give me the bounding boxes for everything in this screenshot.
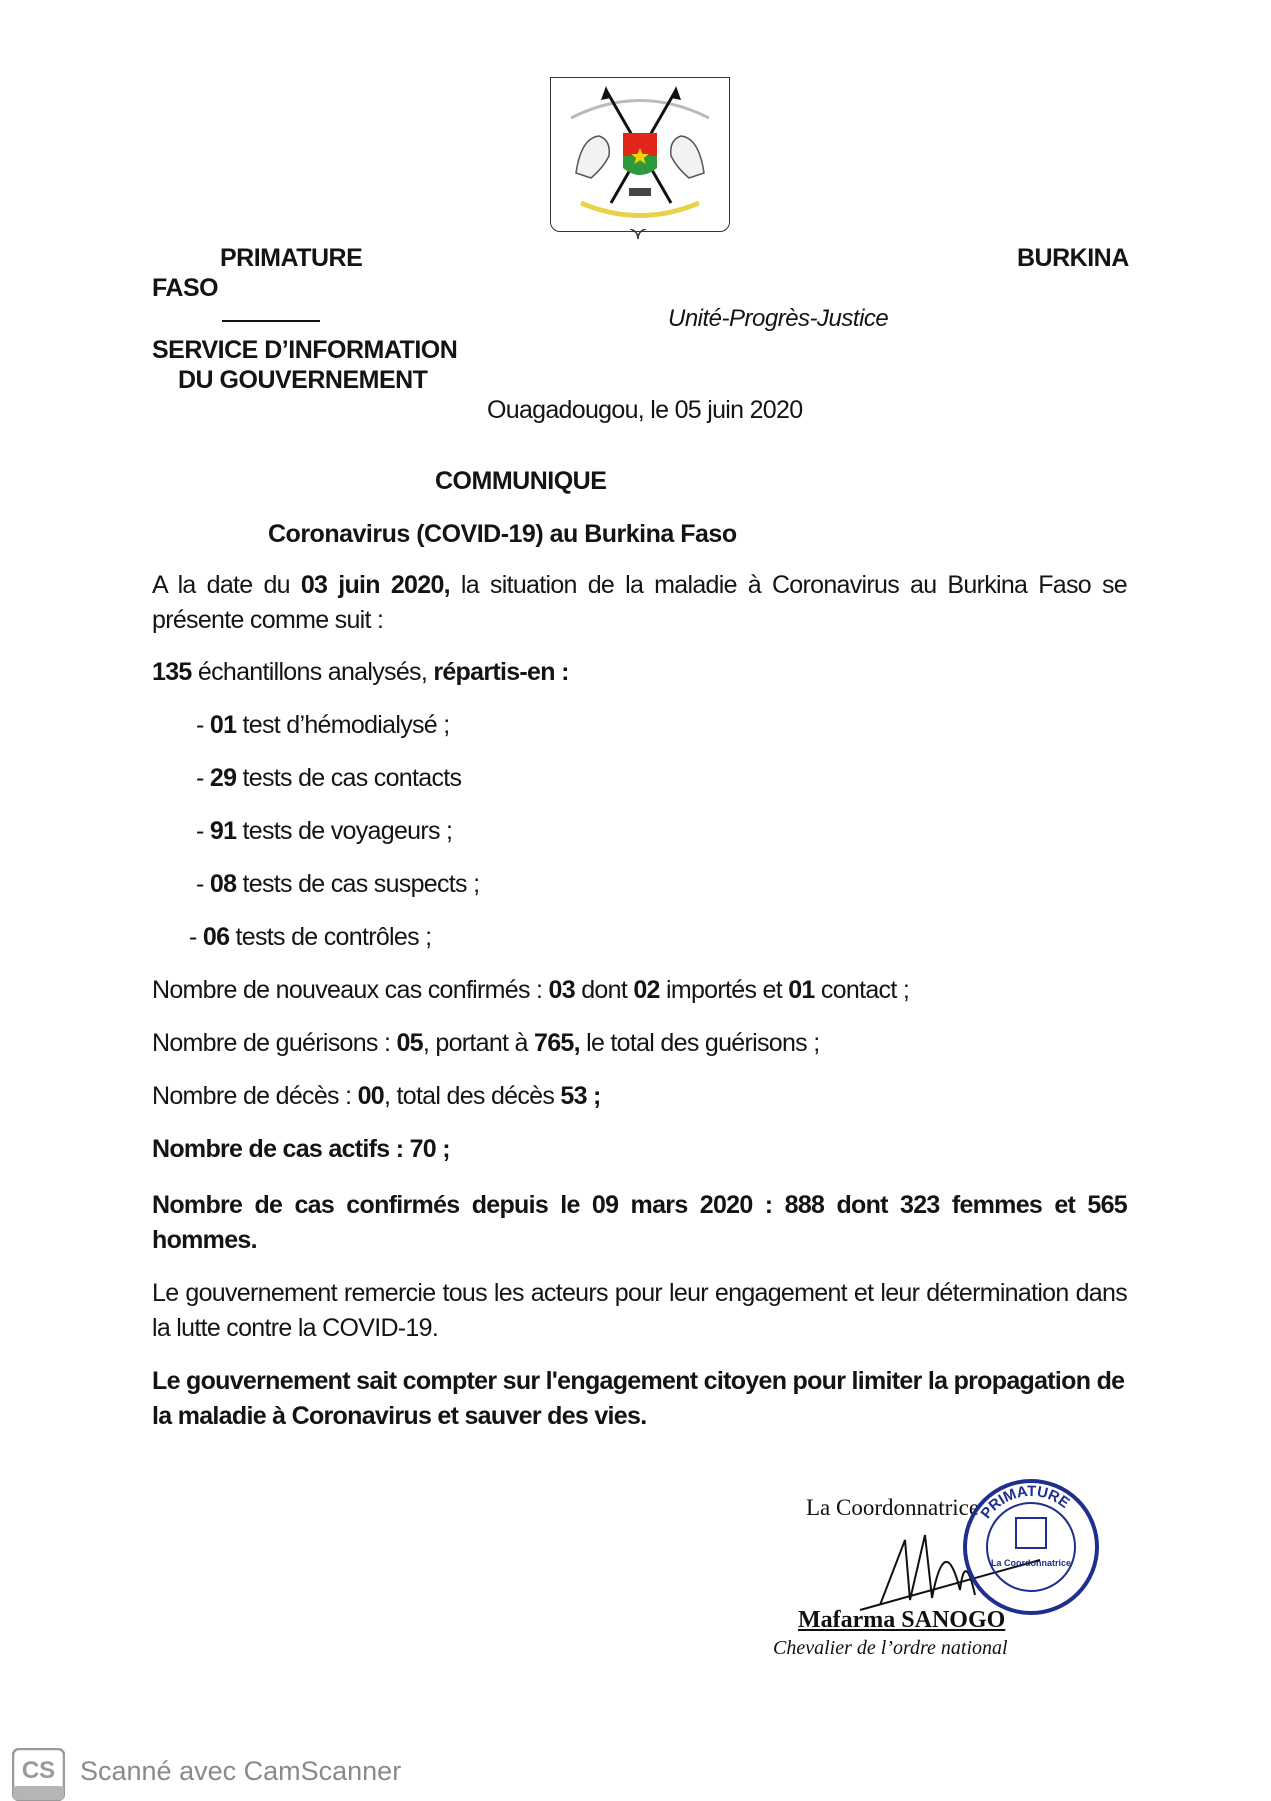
test-label: tests de voyageurs ; <box>236 817 453 845</box>
test-list-item: - 91 tests de voyageurs ; <box>196 817 453 845</box>
service-name-line1: SERVICE D’INFORMATION <box>152 336 458 364</box>
stamp-top-text: PRIMATURE <box>977 1482 1073 1522</box>
new-cases-imported: 02 <box>633 976 660 1004</box>
recoveries-line <box>152 1029 819 1058</box>
camscanner-logo-icon <box>12 1748 65 1801</box>
samples-count: 135 <box>152 658 192 686</box>
recoveries-text: , portant à <box>422 1029 534 1057</box>
header-rule <box>222 320 320 322</box>
country-heading-line1: BURKINA <box>1017 244 1129 272</box>
test-label: tests de cas contacts <box>236 764 462 792</box>
intro-paragraph <box>152 568 1127 638</box>
test-count: 08 <box>209 870 237 898</box>
country-heading-line2: FASO <box>152 274 219 302</box>
signatory-name: Mafarma SANOGO <box>798 1607 1006 1633</box>
document-type-heading: COMMUNIQUE <box>435 467 607 495</box>
recoveries-total: 765, <box>534 1029 580 1057</box>
report-date: 03 juin 2020, <box>300 571 450 599</box>
intro-text-end: la situation de la maladie à Coronavirus au Burkina Faso se présente comme suit : <box>152 571 1127 634</box>
deaths-text: , total des décès <box>384 1082 561 1110</box>
samples-suffix: répartis-en : <box>433 658 569 686</box>
samples-line <box>152 658 569 687</box>
test-list-item: - 08 tests de cas suspects ; <box>196 870 480 898</box>
test-label: tests de contrôles ; <box>229 923 432 951</box>
test-count: 91 <box>209 817 237 845</box>
burkina-faso-coat-of-arms-icon <box>551 78 729 231</box>
primature-heading: PRIMATURE <box>220 244 363 272</box>
samples-text: échantillons analysés, <box>191 658 434 686</box>
test-list-item: - 06 tests de contrôles ; <box>189 923 432 951</box>
camscanner-logo-text: CS <box>21 1757 56 1784</box>
recoveries-text: le total des guérisons ; <box>579 1029 820 1057</box>
test-count: 06 <box>202 923 230 951</box>
stamp-center-text: La Coordonnatrice <box>990 1558 1072 1568</box>
signatory-title: La Coordonnatrice <box>806 1495 980 1520</box>
emblem-frame <box>550 77 730 232</box>
test-count: 01 <box>209 711 237 739</box>
test-list-item: - 01 test d’hémodialysé ; <box>196 711 450 739</box>
new-cases-total: 03 <box>548 976 575 1004</box>
new-cases-text: importés et <box>659 976 789 1004</box>
document-subject: Coronavirus (COVID-19) au Burkina Faso <box>268 520 737 548</box>
new-cases-text: contact ; <box>814 976 910 1004</box>
new-cases-contact: 01 <box>788 976 815 1004</box>
service-name-line2: DU GOUVERNEMENT <box>178 366 428 394</box>
recoveries-label: Nombre de guérisons : <box>152 1029 397 1057</box>
active-cases-line: Nombre de cas actifs : 70 ; <box>152 1135 450 1163</box>
appeal-paragraph: Le gouvernement sait compter sur l'engagement citoyen pour limiter la propagation de la maladie à Coronavirus et sauver des vies. <box>152 1367 1125 1430</box>
test-label: tests de cas suspects ; <box>236 870 480 898</box>
signatory-rank: Chevalier de l’ordre national <box>773 1637 1008 1659</box>
official-stamp <box>962 1478 1100 1616</box>
deaths-line <box>152 1082 601 1111</box>
test-list-item: - 29 tests de cas contacts <box>196 764 462 792</box>
new-cases-label: Nombre de nouveaux cas confirmés : <box>152 976 549 1004</box>
scanner-watermark: Scanné avec CamScanner <box>80 1756 402 1786</box>
deaths-total: 53 ; <box>560 1082 601 1110</box>
deaths-new: 00 <box>357 1082 384 1110</box>
recoveries-new: 05 <box>396 1029 423 1057</box>
cumulative-cases-paragraph: Nombre de cas confirmés depuis le 09 mars 2020 : 888 dont 323 femmes et 565 hommes. <box>152 1191 1127 1254</box>
thanks-paragraph: Le gouvernement remercie tous les acteurs pour leur engagement et leur détermination dans la lutte contre la COVID-19. <box>152 1279 1127 1342</box>
emblem-notch <box>630 229 646 239</box>
place-and-date: Ouagadougou, le 05 juin 2020 <box>487 396 803 424</box>
test-count: 29 <box>209 764 237 792</box>
test-label: test d’hémodialysé ; <box>236 711 450 739</box>
new-cases-text: dont <box>574 976 634 1004</box>
national-motto: Unité-Progrès-Justice <box>668 305 889 332</box>
intro-text: A la date du <box>152 571 301 599</box>
deaths-label: Nombre de décès : <box>152 1082 358 1110</box>
new-cases-line <box>152 976 909 1005</box>
